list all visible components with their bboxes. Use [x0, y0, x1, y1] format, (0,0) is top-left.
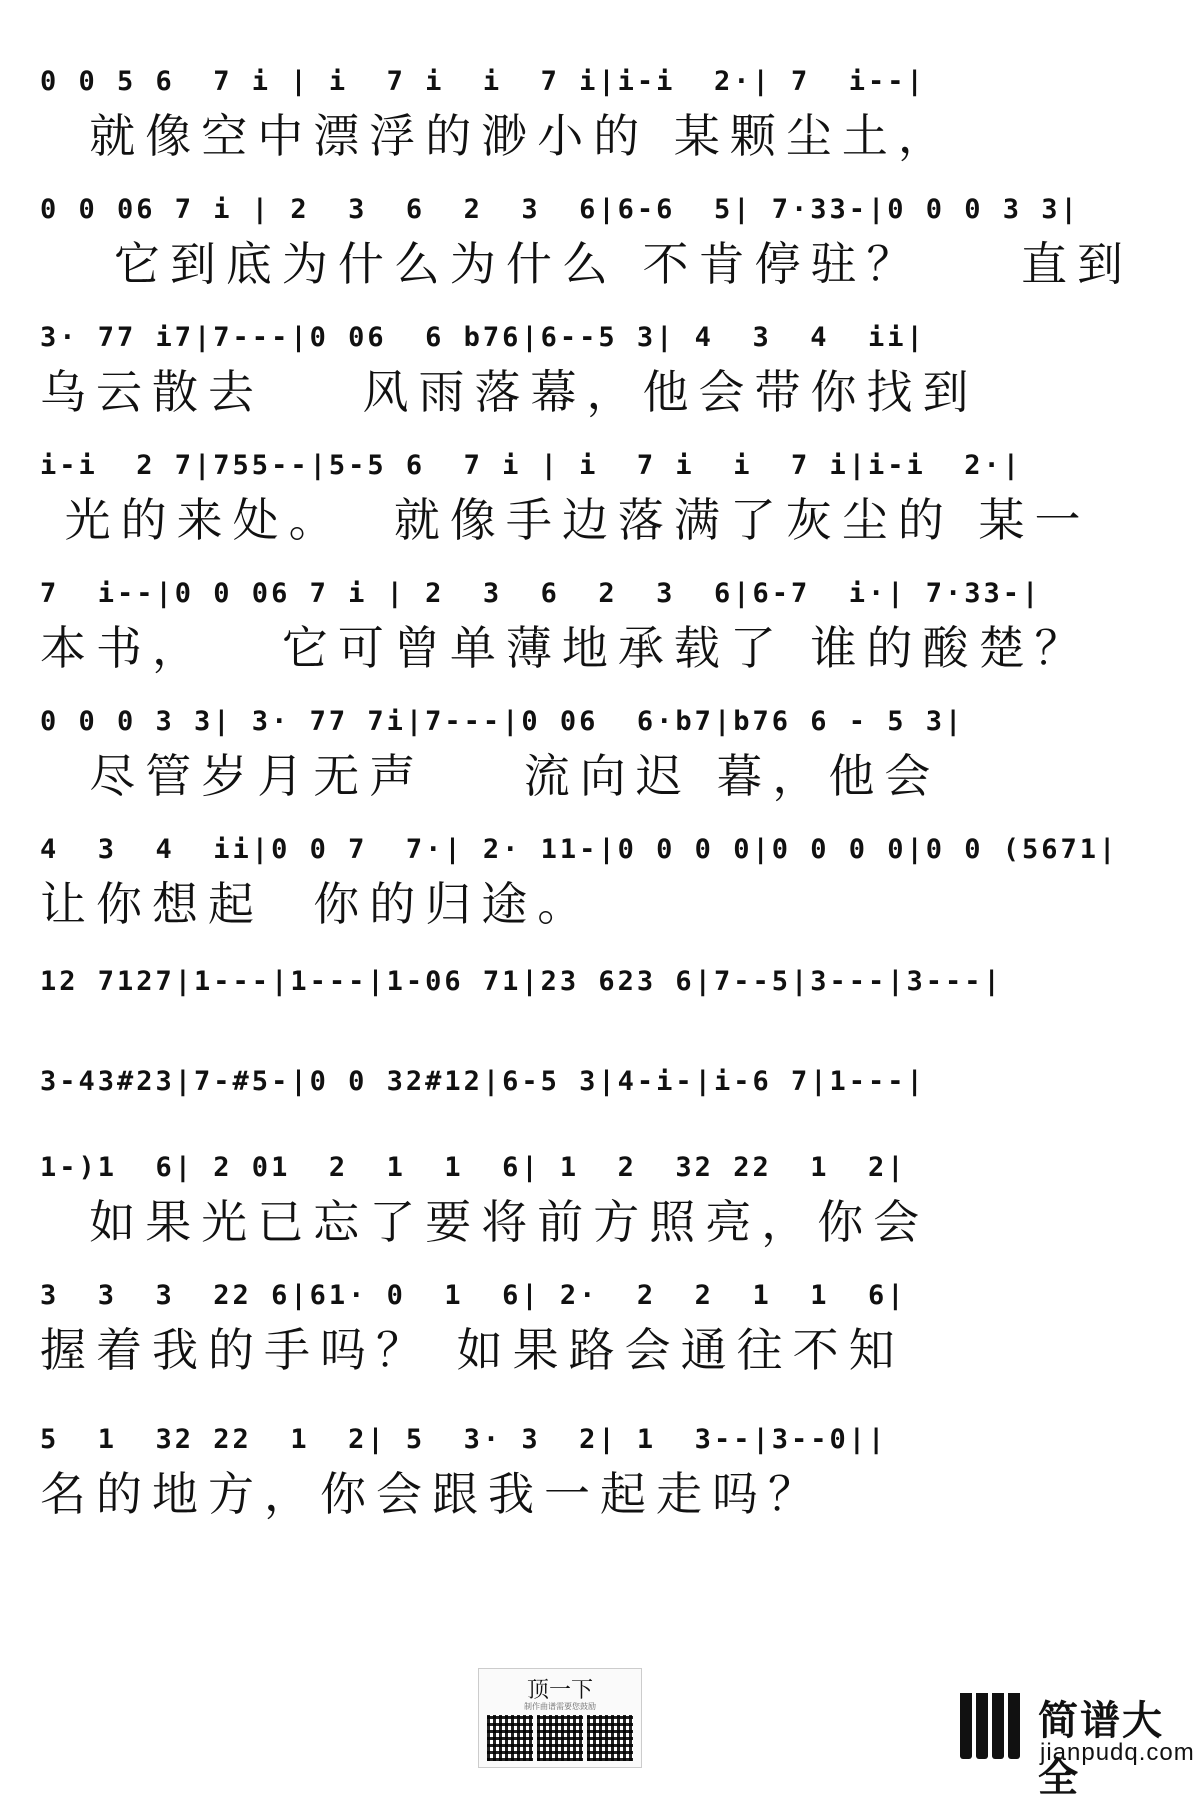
notation-line: 3 3 3 22 6|61· 0 1 6| 2· 2 2 1 1 6|: [40, 1280, 907, 1311]
piano-keys-icon: [960, 1693, 1030, 1759]
notation-line: 3· 77 i7|7---|0 06 6 b76|6--5 3| 4 3 4 ii|: [40, 322, 926, 353]
lyric-line: 握着我的手吗？ 如果路会通往不知: [40, 1323, 905, 1377]
lyric-line: 本书， 它可曾单薄地承载了 谁的酸楚？: [40, 621, 1091, 675]
notation-line: 12 7127|1---|1---|1-06 71|23 623 6|7--5|3---|3---|: [40, 966, 1003, 997]
qr-code-icon: [487, 1715, 533, 1761]
lyric-line: 它到底为什么为什么 不肯停驻？ 直到: [40, 237, 1133, 291]
notation-line: 3-43#23|7-#5-|0 0 32#12|6-5 3|4-i-|i-6 7|1---|: [40, 1066, 926, 1097]
notation-line: 0 0 0 3 3| 3· 77 7i|7---|0 06 6·b7|b76 6 - 5 3|: [40, 706, 965, 737]
logo-url: jianpudq.com: [1040, 1739, 1195, 1766]
site-logo: [960, 1689, 1195, 1801]
lyric-line: 光的来处。 就像手边落满了灰尘的 某一: [40, 493, 1091, 547]
qr-code-icon: [587, 1715, 633, 1761]
lyric-line: 名的地方，你会跟我一起走吗？: [40, 1467, 824, 1521]
notation-line: 7 i--|0 0 06 7 i | 2 3 6 2 3 6|6-7 i·| 7·33-|: [40, 578, 1042, 609]
notation-line: 0 0 06 7 i | 2 3 6 2 3 6|6-6 5| 7·33-|0 0 0 3 3|: [40, 194, 1080, 225]
qr-code-icon: [537, 1715, 583, 1761]
lyric-line: 让你想起 你的归途。: [40, 877, 594, 931]
notation-line: 1-)1 6| 2 01 2 1 1 6| 1 2 32 22 1 2|: [40, 1152, 907, 1183]
lyric-line: 如果光已忘了要将前方照亮，你会: [40, 1195, 930, 1249]
logo-text: 简谱大全: [1038, 1697, 1164, 1801]
notation-line: i-i 2 7|755--|5-5 6 7 i | i 7 i i 7 i|i-i 2·|: [40, 450, 1023, 481]
like-badge-title: 顶一下: [526, 1678, 593, 1703]
notation-line: 0 0 5 6 7 i | i 7 i i 7 i|i-i 2·| 7 i--|: [40, 66, 926, 97]
lyric-line: 尽管岁月无声 流向迟 暮，他会: [40, 749, 941, 803]
notation-line: 4 3 4 ii|0 0 7 7·| 2· 11-|0 0 0 0|0 0 0 0|0 0 (5671|: [40, 834, 1119, 865]
notation-line: 5 1 32 22 1 2| 5 3· 3 2| 1 3--|3--0||: [40, 1424, 888, 1455]
lyric-line: 就像空中漂浮的渺小的 某颗尘土，: [40, 109, 954, 163]
like-badge-subtitle: 制作曲谱需要您鼓励: [524, 1702, 596, 1711]
like-badge[interactable]: [478, 1668, 642, 1768]
lyric-line: 乌云散去 风雨落幕，他会带你找到: [40, 365, 979, 419]
